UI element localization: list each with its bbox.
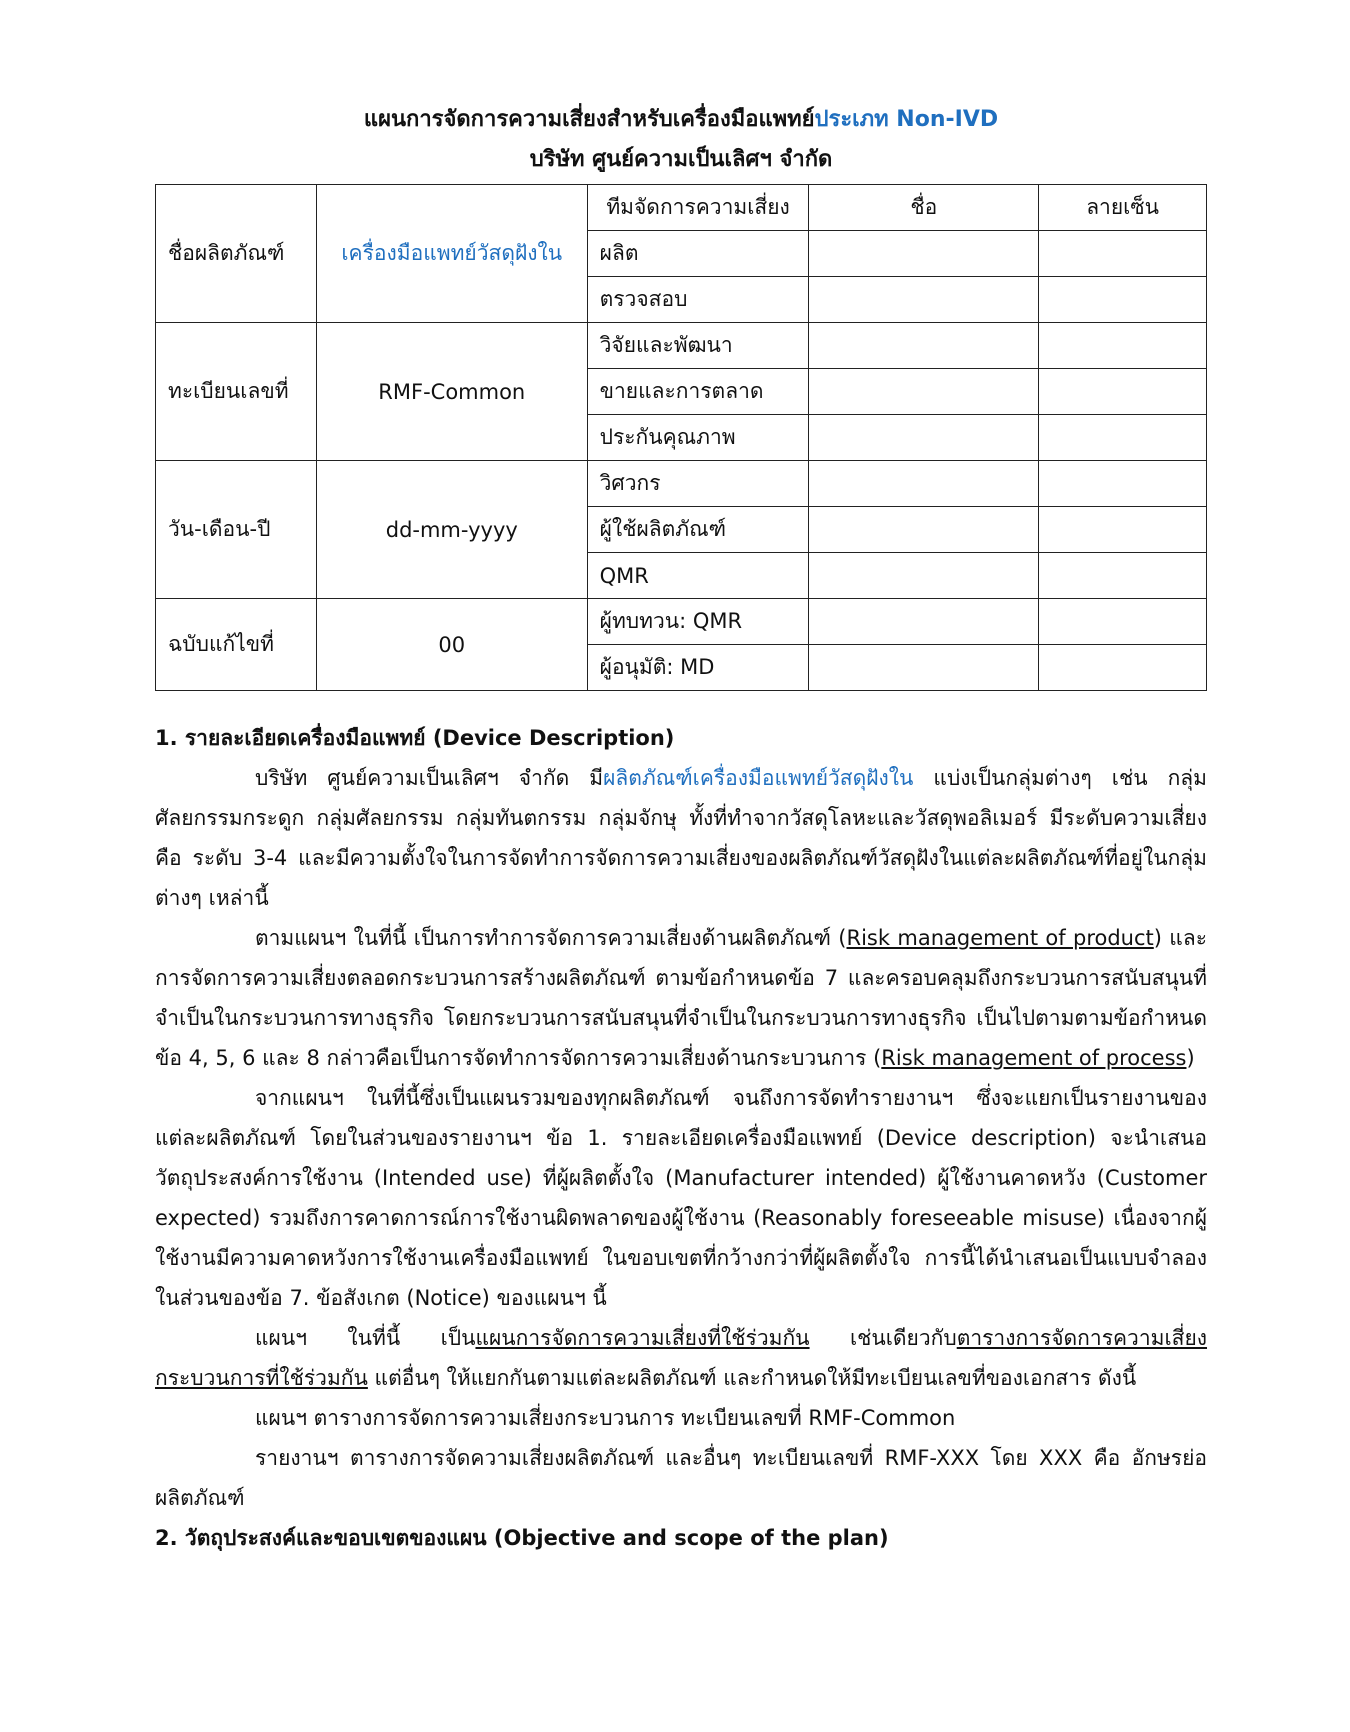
paragraph [155,1318,1207,1398]
paragraph [155,758,1207,918]
signature-cell[interactable] [1039,277,1207,323]
table-row [156,461,1207,507]
title-type: ประเภท Non-IVD [814,107,999,132]
value-date: dd-mm-yyyy [316,461,587,599]
header-table [155,184,1207,691]
signature-header: ลายเซ็น [1039,185,1207,231]
signature-cell[interactable] [1039,645,1207,691]
text-run: บริษัท ศูนย์ความเป็นเลิศฯ จำกัด มี [255,766,604,790]
document-body [155,718,1207,1558]
team-role: วิศวกร [587,461,809,507]
value-product-name: เครื่องมือแพทย์วัสดุฝังใน [316,185,587,323]
label-date: วัน-เดือน-ปี [156,461,317,599]
underlined-term: แผนการจัดการความเสี่ยงที่ใช้ร่วมกัน [475,1326,810,1350]
title-main: แผนการจัดการความเสี่ยงสำหรับเครื่องมือแพทย์ [363,107,815,132]
underlined-term: Risk management of product [846,926,1154,950]
paragraph: รายงานฯ ตารางการจัดความเสี่ยงผลิตภัณฑ์ และอื่นๆ ทะเบียนเลขที่ RMF-XXX โดย XXX คือ อักษรย่อผลิตภัณฑ์ [155,1446,1207,1510]
company-name: บริษัท ศูนย์ความเป็นเลิศฯ จำกัด [529,147,833,172]
team-role: วิจัยและพัฒนา [587,323,809,369]
value-registration-no: RMF-Common [316,323,587,461]
signature-cell[interactable] [1039,231,1207,277]
team-role: ตรวจสอบ [587,277,809,323]
table-row [156,323,1207,369]
name-cell[interactable] [809,553,1039,599]
name-cell[interactable] [809,231,1039,277]
name-cell[interactable] [809,415,1039,461]
label-revision: ฉบับแก้ไขที่ [156,599,317,691]
name-cell[interactable] [809,599,1039,645]
name-cell[interactable] [809,369,1039,415]
product-highlight: ผลิตภัณฑ์เครื่องมือแพทย์วัสดุฝังใน [603,766,914,790]
paragraph: แผนฯ ตารางการจัดการความเสี่ยงกระบวนการ ทะเบียนเลขที่ RMF-Common [255,1406,956,1430]
name-cell[interactable] [809,461,1039,507]
team-role: QMR [587,553,809,599]
value-revision: 00 [316,599,587,691]
name-cell[interactable] [809,323,1039,369]
team-header: ทีมจัดการความเสี่ยง [587,185,809,231]
name-cell[interactable] [809,645,1039,691]
team-role: ประกันคุณภาพ [587,415,809,461]
name-cell[interactable] [809,277,1039,323]
text-run: เช่นเดียวกับ [809,1326,957,1350]
team-role: ผู้ทบทวน: QMR [587,599,809,645]
signature-cell[interactable] [1039,415,1207,461]
underlined-term: ตารางการจัดการความเสี่ยงกระบวนการที่ใช้ร่วมกัน [155,1326,1208,1390]
label-registration-no: ทะเบียนเลขที่ [156,323,317,461]
underlined-term: Risk management of process [881,1046,1187,1070]
team-role: ผู้อนุมัติ: MD [587,645,809,691]
text-run: ) และการจัดการความเสี่ยงตลอดกระบวนการสร้างผลิตภัณฑ์ ตามข้อกำหนดข้อ 7 และครอบคลุมถึงกระบวนการสนับสนุนที่จำเป็นในกระบวนการทางธุรกิจ โดยกระบวนการสนับสนุนที่จำเป็นในกระบวนการทางธุรกิจ เป็นไปตามตามข้อกำหนดข้อ 4, 5, 6 และ 8 กล่าวคือเป็นการจัดทำการจัดการความเสี่ยงด้านกระบวนการ ( [155,926,1207,1070]
text-run: ) [1186,1046,1195,1070]
label-product-name: ชื่อผลิตภัณฑ์ [156,185,317,323]
name-header: ชื่อ [809,185,1039,231]
signature-cell[interactable] [1039,369,1207,415]
signature-cell[interactable] [1039,323,1207,369]
table-row [156,185,1207,231]
paragraph: จากแผนฯ ในที่นี้ซึ่งเป็นแผนรวมของทุกผลิตภัณฑ์ จนถึงการจัดทำรายงานฯ ซึ่งจะแยกเป็นรายงานของแต่ละผลิตภัณฑ์ โดยในส่วนของรายงานฯ ข้อ 1. รายละเอียดเครื่องมือแพทย์ (Device description) จะนำเสนอวัตถุประสงค์การใช้งาน (Intended use) ที่ผู้ผลิตตั้งใจ (Manufacturer intended) ผู้ใช้งานคาดหวัง (Customer expected) รวมถึงการคาดการณ์การใช้งานผิดพลาดของผู้ใช้งาน (Reasonably foreseeable misuse) เนื่องจากผู้ใช้งานมีความคาดหวังการใช้งานเครื่องมือแพทย์ ในขอบเขตที่กว้างกว่าที่ผู้ผลิตตั้งใจ การนี้ได้นำเสนอเป็นแบบจำลอง ในส่วนของข้อ 7. ข้อสังเกต (Notice) ของแผนฯ นี้ [155,1086,1207,1310]
table-row [156,599,1207,645]
text-run: ตามแผนฯ ในที่นี้ เป็นการทำการจัดการความเสี่ยงด้านผลิตภัณฑ์ ( [255,926,847,950]
team-role: ผลิต [587,231,809,277]
section-2-heading: 2. วัตถุประสงค์และขอบเขตของแผน (Objective and scope of the plan) [155,1526,889,1550]
signature-cell[interactable] [1039,553,1207,599]
signature-cell[interactable] [1039,599,1207,645]
name-cell[interactable] [809,507,1039,553]
text-run: แบ่งเป็นกลุ่มต่างๆ เช่น กลุ่มศัลยกรรมกระดูก กลุ่มศัลยกรรม กลุ่มทันตกรรม กลุ่มจักษุ ทั้งที่ทำจากวัสดุโลหะและวัสดุพอลิเมอร์ มีระดับความเสี่ยง คือ ระดับ 3-4 และมีความตั้งใจในการจัดทำการจัดการความเสี่ยงของผลิตภัณฑ์วัสดุฝังในแต่ละผลิตภัณฑ์ที่อยู่ในกลุ่มต่างๆ เหล่านี้ [155,766,1207,910]
team-role: ขายและการตลาด [587,369,809,415]
text-run: แต่อื่นๆ ให้แยกกันตามแต่ละผลิตภัณฑ์ และกำหนดให้มีทะเบียนเลขที่ของเอกสาร ดังนี้ [367,1366,1137,1390]
signature-cell[interactable] [1039,507,1207,553]
paragraph [155,918,1207,1078]
text-run: แผนฯ ในที่นี้ เป็น [255,1326,476,1350]
document-title-block [155,100,1207,180]
signature-cell[interactable] [1039,461,1207,507]
document-title [155,100,1207,140]
section-1-heading: 1. รายละเอียดเครื่องมือแพทย์ (Device Description) [155,726,675,750]
team-role: ผู้ใช้ผลิตภัณฑ์ [587,507,809,553]
